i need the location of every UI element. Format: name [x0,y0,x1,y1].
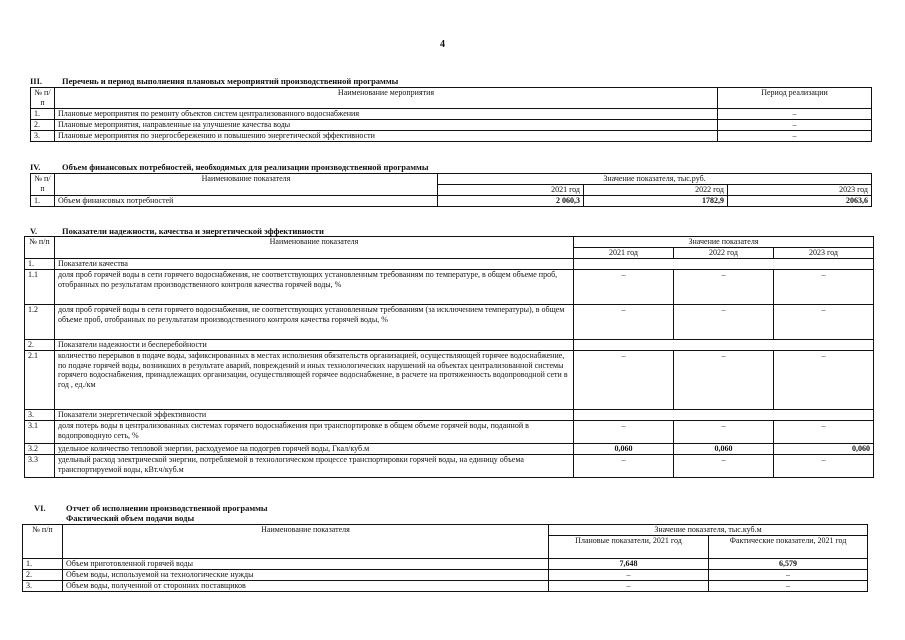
t5-cell-value: – [774,455,874,478]
t3-cell-name: Плановые мероприятия, направленные на улучшение качества воды [55,120,718,131]
t5-cell-name: Показатели энергетической эффективности [55,410,574,421]
t5-cell-no: 3.3 [25,455,55,478]
t6-cell-fact: – [709,570,868,581]
t5-cell-value: – [674,421,774,444]
table-row [31,120,872,131]
table-row [25,421,874,444]
t5-cell-value: – [774,305,874,340]
t6-header-fact: Фактические показатели, 2021 год [709,536,868,559]
t6-header-no: № п/п [23,525,63,559]
t5-cell-no: 3.1 [25,421,55,444]
t6-cell-fact: 6,579 [709,559,868,570]
t6-cell-name: Объем приготовленной горячей воды [63,559,549,570]
t4-header-no: № п/п [31,174,55,196]
section-3-heading [30,76,398,86]
t5-header-year: 2021 год [574,248,674,259]
t4-cell-no: 1. [31,196,55,207]
t5-cell-name: Показатели надежности и бесперебойности [55,340,574,351]
t5-cell-value: – [674,351,774,410]
section-6-number: VI. [34,503,46,513]
table-row [25,444,874,455]
t6-header-name: Наименование показателя [63,525,549,559]
t4-header-name: Наименование показателя [55,174,438,196]
t5-cell-value: – [574,455,674,478]
table-row [25,305,874,340]
t5-cell-no: 3. [25,410,55,421]
t6-cell-plan: – [549,570,709,581]
t5-cell-value: – [774,421,874,444]
t3-cell-name: Плановые мероприятия по энергосбережению и повышению энергетической эффективности [55,131,718,142]
t5-cell-name: Показатели качества [55,259,574,270]
section-4-number: IV. [30,162,41,172]
t3-header-period: Период реализации [718,88,872,109]
t5-cell-empty [574,410,874,421]
t5-cell-value: – [774,270,874,305]
t3-header-name: Наименование мероприятия [55,88,718,109]
t5-cell-value: – [574,270,674,305]
table-4 [30,173,872,207]
page-number: 4 [440,39,445,50]
table-row [23,559,868,570]
section-6-heading [34,503,268,523]
table-row [25,351,874,410]
t5-cell-no: 1.1 [25,270,55,305]
section-5-title: Показатели надежности, качества и энергетической эффективности [62,226,324,236]
table-row [23,581,868,592]
section-3-title: Перечень и период выполнения плановых мероприятий производственной программы [62,76,399,86]
table-row [31,109,872,120]
t4-cell-value: 1782,9 [584,196,728,207]
table-row [25,340,874,351]
t5-cell-value: 0,060 [574,444,674,455]
t4-header-value: Значение показателя, тыс.руб. [438,174,872,185]
t4-header-year: 2021 год [438,185,584,196]
section-5-number: V. [30,226,38,236]
section-6-subtitle: Фактический объем подачи воды [66,513,195,523]
t6-cell-plan: 7,648 [549,559,709,570]
t5-cell-name: удельное количество тепловой энергии, расходуемое на подогрев горячей воды, Гкал/куб.м [55,444,574,455]
t6-cell-no: 2. [23,570,63,581]
t6-cell-name: Объем воды, полученной от сторонних поставщиков [63,581,549,592]
t4-cell-name: Объем финансовых потребностей [55,196,438,207]
t5-cell-no: 2.1 [25,351,55,410]
t4-header-year: 2022 год [584,185,728,196]
t6-cell-no: 1. [23,559,63,570]
t5-header-name: Наименование показателя [55,237,574,259]
table-3 [30,87,872,142]
t5-cell-empty [574,259,874,270]
t3-header-no: № п/п [31,88,55,109]
t6-cell-no: 3. [23,581,63,592]
t5-cell-value: – [674,270,774,305]
t5-header-value: Значение показателя [574,237,874,248]
table-row [31,131,872,142]
t5-cell-value: – [774,351,874,410]
t3-cell-period: – [718,109,872,120]
section-4-heading [30,162,428,172]
t3-cell-period: – [718,131,872,142]
table-5 [24,236,874,478]
t5-cell-value: – [574,421,674,444]
t5-cell-name: количество перерывов в подаче воды, зафиксированных в местах исполнения обязательств организацией, осуществляющей горячее водоснабжение, по подаче горячей воды, возникших в результате аварий, повреждений и иных технологических нарушений на объектах централизованной системы горячего водоснабжения, принадлежащих организации, осуществляющей горячее водоснабжение, в расчете на протяженность водопроводной сети в год , ед./км [55,351,574,410]
t6-header-value: Значение показателя, тыс.куб.м [549,525,868,536]
table-6 [22,524,868,592]
t6-cell-name: Объем воды, используемой на технологические нужды [63,570,549,581]
t5-cell-value: 0,060 [774,444,874,455]
t5-cell-name: доля потерь воды в централизованных системах горячего водоснабжения при транспортировке в общем объеме горячей воды, поданной в водопроводную сеть, % [55,421,574,444]
section-5-heading [30,226,324,236]
t4-cell-value: 2063,6 [728,196,872,207]
t5-cell-value: – [674,305,774,340]
section-6-title: Отчет об исполнении производственной программы [66,503,268,513]
t5-cell-value: – [574,305,674,340]
section-3-number: III. [30,76,43,86]
table-row [23,570,868,581]
t5-cell-no: 1. [25,259,55,270]
section-4-title: Объем финансовых потребностей, необходимых для реализации производственной программы [62,162,429,172]
t3-cell-no: 3. [31,131,55,142]
t5-header-year: 2022 год [674,248,774,259]
t5-cell-value: 0,060 [674,444,774,455]
t4-cell-value: 2 060,3 [438,196,584,207]
t6-header-plan: Плановые показатели, 2021 год [549,536,709,559]
t5-cell-no: 2. [25,340,55,351]
table-row [25,410,874,421]
t6-cell-fact: – [709,581,868,592]
t5-cell-no: 3.2 [25,444,55,455]
t5-cell-value: – [574,351,674,410]
t5-cell-name: доля проб горячей воды в сети горячего водоснабжения, не соответствующих установленным требованиям по температуре, в общем объеме проб, отобранных по результатам производственного контроля качества горячей воды, % [55,270,574,305]
t5-cell-name: доля проб горячей воды в сети горячего водоснабжения, не соответствующих установленным требованиям (за исключением температуры), в общем объеме проб, отобранных по результатам производственного контроля качества горячей воды, % [55,305,574,340]
t5-header-no: № п/п [25,237,55,259]
t5-header-year: 2023 год [774,248,874,259]
t3-cell-period: – [718,120,872,131]
t5-cell-no: 1.2 [25,305,55,340]
t3-cell-name: Плановые мероприятия по ремонту объектов систем централизованного водоснабжения [55,109,718,120]
t5-cell-empty [574,340,874,351]
table-row [31,196,872,207]
table-row [25,270,874,305]
table-row [25,455,874,478]
t5-cell-name: удельный расход электрической энергии, потребляемой в технологическом процессе транспортировки горячей воды, на единицу объема транспортируемой воды, кВт.ч/куб.м [55,455,574,478]
table-row [25,259,874,270]
t3-cell-no: 1. [31,109,55,120]
t6-cell-plan: – [549,581,709,592]
t5-cell-value: – [674,455,774,478]
t4-header-year: 2023 год [728,185,872,196]
t3-cell-no: 2. [31,120,55,131]
